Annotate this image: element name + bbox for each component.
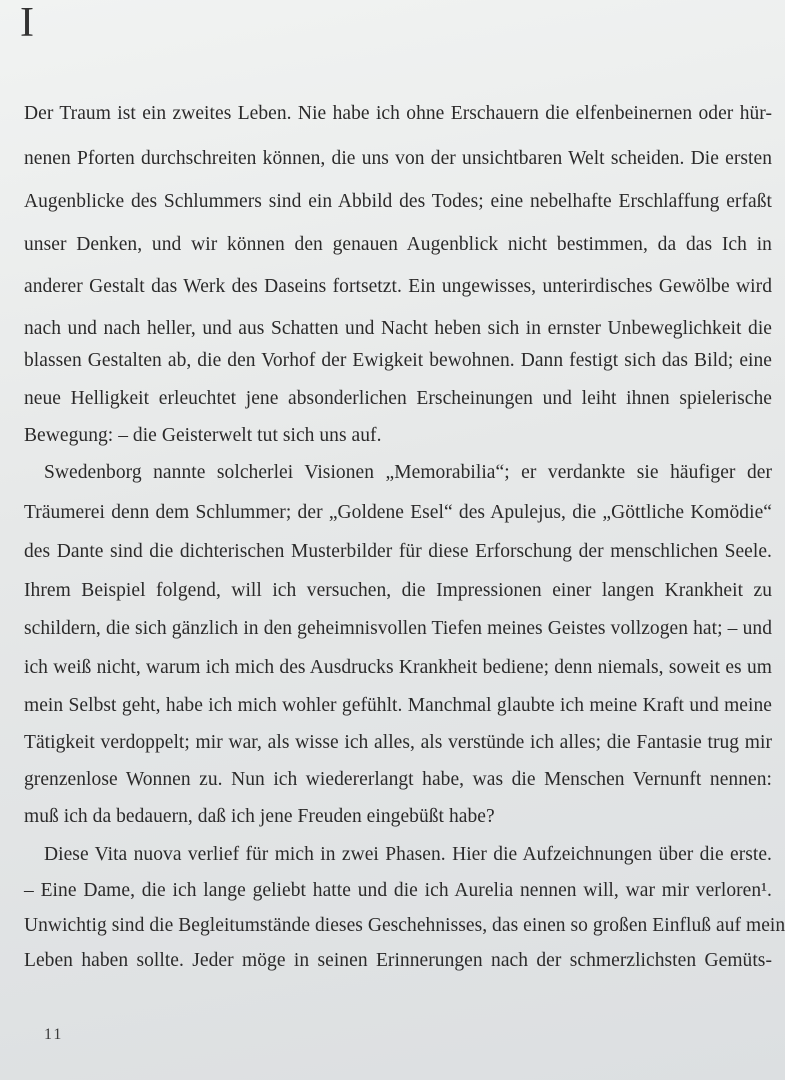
text-line: – Eine Dame, die ich lange geliebt hatte und die ich Aurelia nennen will, war mir verloren¹.	[24, 880, 772, 901]
text-line: grenzenlose Wonnen zu. Nun ich wiedererlangt habe, was die Menschen Vernunft nennen:	[24, 769, 772, 790]
text-line: Träumerei denn dem Schlummer; der „Goldene Esel“ des Apulejus, die „Göttliche Komödie“	[24, 502, 772, 523]
text-line: nenen Pforten durchschreiten können, die uns von der unsichtbaren Welt scheiden. Die ersten	[24, 148, 772, 169]
text-line: schildern, die sich gänzlich in den geheimnisvollen Tiefen meines Geistes vollzogen hat; – und	[24, 618, 772, 639]
text-line: neue Helligkeit erleuchtet jene absonderlichen Erscheinungen und leiht ihnen spielerische	[24, 388, 772, 409]
text-line: Leben haben sollte. Jeder möge in seinen Erinnerungen nach der schmerzlichsten Gemüts-	[24, 950, 772, 971]
text-line: ich weiß nicht, warum ich mich des Ausdrucks Krankheit bediene; denn niemals, soweit es um	[24, 657, 772, 678]
text-line: anderer Gestalt das Werk des Daseins fortsetzt. Ein ungewisses, unterirdisches Gewölbe wird	[24, 276, 772, 297]
text-line: Diese Vita nuova verlief für mich in zwei Phasen. Hier die Aufzeichnungen über die erste.	[44, 844, 772, 865]
text-line: des Dante sind die dichterischen Musterbilder für diese Erforschung der menschlichen Seele.	[24, 541, 772, 562]
text-line: Ihrem Beispiel folgend, will ich versuchen, die Impressionen einer langen Krankheit zu	[24, 580, 772, 601]
text-line: blassen Gestalten ab, die den Vorhof der Ewigkeit bewohnen. Dann festigt sich das Bild; eine	[24, 350, 772, 371]
text-line: nach und nach heller, und aus Schatten und Nacht heben sich in ernster Unbeweglichkeit die	[24, 318, 772, 339]
text-line: Augenblicke des Schlummers sind ein Abbild des Todes; eine nebelhafte Erschlaffung erfaßt	[24, 191, 772, 212]
text-line: Unwichtig sind die Begleitumstände dieses Geschehnisses, das einen so großen Einfluß auf mein	[24, 915, 785, 936]
text-line: Der Traum ist ein zweites Leben. Nie habe ich ohne Erschauern die elfenbeinernen oder hür-	[24, 103, 772, 124]
text-line: mein Selbst geht, habe ich mich wohler gefühlt. Manchmal glaubte ich meine Kraft und meine	[24, 695, 772, 716]
text-line: muß ich da bedauern, daß ich jene Freuden eingebüßt habe?	[24, 806, 495, 827]
text-line: Tätigkeit verdoppelt; mir war, als wisse ich alles, als verstünde ich alles; die Fantasie trug mir	[24, 732, 772, 753]
text-line: unser Denken, und wir können den genauen Augenblick nicht bestimmen, da das Ich in	[24, 234, 772, 255]
text-line: Bewegung: – die Geisterwelt tut sich uns auf.	[24, 425, 382, 446]
page-number: 11	[44, 1026, 64, 1043]
chapter-number: I	[20, 0, 34, 46]
text-line: Swedenborg nannte solcherlei Visionen „Memorabilia“; er verdankte sie häufiger der	[44, 462, 772, 483]
